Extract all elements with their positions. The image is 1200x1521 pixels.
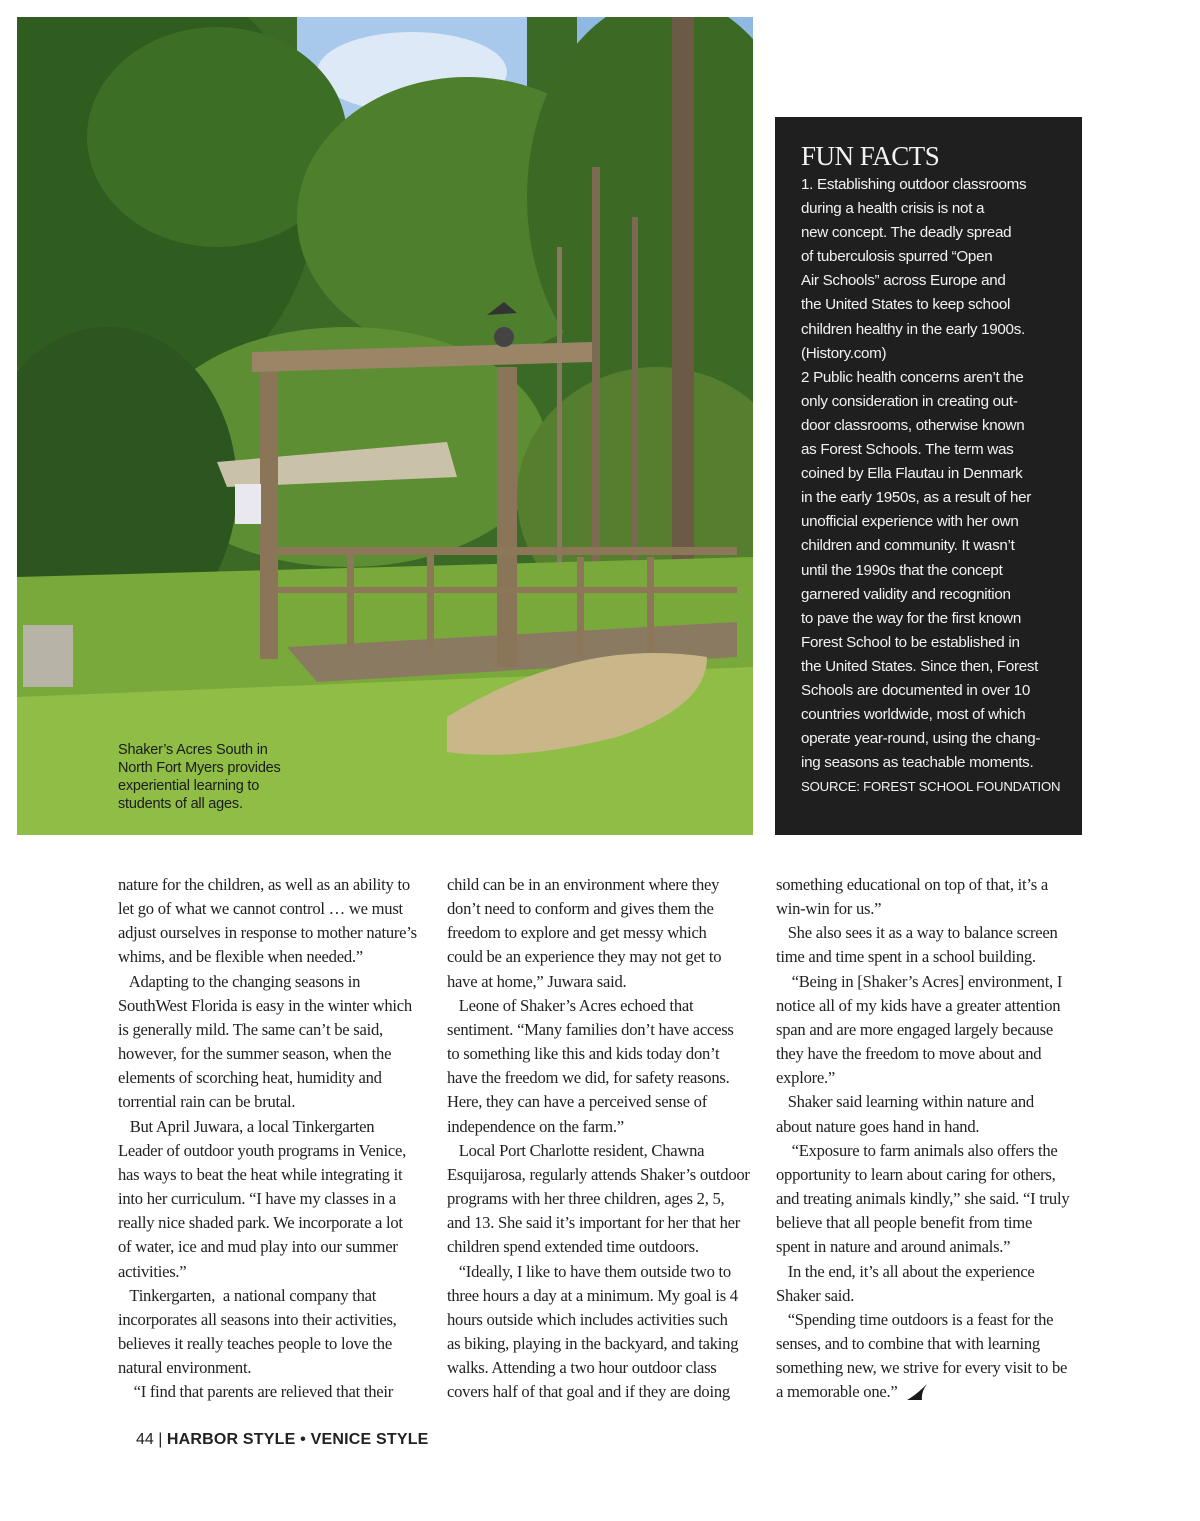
text-line: believe that all people benefit from time <box>776 1213 1033 1233</box>
text-line: Shaker said. <box>776 1285 855 1305</box>
text-line: span and are more engaged largely because <box>776 1019 1053 1039</box>
article-column-1 <box>118 873 434 1404</box>
fun-facts-line: Air Schools” across Europe and <box>801 272 1006 290</box>
shark-fin-icon <box>906 1383 928 1408</box>
text-line: win-win for us.” <box>776 899 882 919</box>
text-line: “Exposure to farm animals also offers the <box>776 1140 1058 1160</box>
text-line: Shaker said learning within nature and <box>776 1092 1034 1112</box>
text-line: Esquijarosa, regularly attends Shaker’s outdoor <box>447 1164 750 1184</box>
fun-facts-line: coined by Ella Flautau in Denmark <box>801 465 1023 483</box>
text-line: have at home,” Juwara said. <box>447 971 627 991</box>
text-line: they have the freedom to move about and <box>776 1044 1042 1064</box>
fun-facts-line: door classrooms, otherwise known <box>801 416 1025 434</box>
text-line: something educational on top of that, it’s a <box>776 875 1048 894</box>
text-line: nature for the children, as well as an ability to <box>118 875 410 894</box>
text-line: opportunity to learn about caring for others, <box>776 1164 1056 1184</box>
fun-facts-line: Schools are documented in over 10 <box>801 681 1031 699</box>
fun-facts-line: during a health crisis is not a <box>801 200 985 218</box>
text-line: whims, and be flexible when needed.” <box>118 947 363 967</box>
text-line: senses, and to combine that with learning <box>776 1333 1040 1353</box>
text-line: walks. Attending a two hour outdoor class <box>447 1358 717 1378</box>
text-line: into her curriculum. “I have my classes in a <box>118 1189 396 1209</box>
fun-facts-line: children and community. It wasn’t <box>801 537 1015 555</box>
text-line: really nice shaded park. We incorporate a lot <box>118 1213 403 1233</box>
text-line: torrential rain can be brutal. <box>118 1092 296 1112</box>
text-line: children spend extended time outdoors. <box>447 1237 699 1257</box>
text-line: Adapting to the changing seasons in <box>118 971 361 991</box>
text-line: notice all of my kids have a greater attention <box>776 995 1061 1015</box>
fun-facts-line: 1. Establishing outdoor classrooms <box>801 176 1027 193</box>
text-line: Local Port Charlotte resident, Chawna <box>447 1140 705 1160</box>
text-line: has ways to beat the heat while integrating it <box>118 1164 403 1184</box>
text-line: In the end, it’s all about the experience <box>776 1261 1035 1281</box>
text-line: to something like this and kids today don’t <box>447 1044 720 1064</box>
text-line: programs with her three children, ages 2, 5, <box>447 1189 725 1209</box>
fun-facts-line: in the early 1950s, as a result of her <box>801 489 1032 507</box>
text-line: three hours a day at a minimum. My goal is 4 <box>447 1285 738 1305</box>
fun-facts-line: as Forest Schools. The term was <box>801 441 1014 459</box>
publication-name: HARBOR STYLE • VENICE STYLE <box>166 1431 429 1448</box>
text-line: Tinkergarten, a national company that <box>118 1285 377 1305</box>
text-line: natural environment. <box>118 1358 252 1378</box>
text-line: about nature goes hand in hand. <box>776 1116 980 1136</box>
text-line: could be an experience they may not get to <box>447 947 722 967</box>
text-line: She also sees it as a way to balance screen <box>776 923 1058 943</box>
text-line: independence on the farm.” <box>447 1116 624 1136</box>
text-line: explore.” <box>776 1068 836 1088</box>
text-line: “Spending time outdoors is a feast for the <box>776 1309 1054 1329</box>
fun-facts-box <box>775 117 1082 835</box>
text-line: as biking, playing in the backyard, and taking <box>447 1333 739 1353</box>
text-line: Here, they can have a perceived sense of <box>447 1092 707 1112</box>
text-line: child can be in an environment where they <box>447 875 720 894</box>
text-line: incorporates all seasons into their activities, <box>118 1309 397 1329</box>
fun-facts-line: of tuberculosis spurred “Open <box>801 248 993 266</box>
text-line: covers half of that goal and if they are doing <box>447 1382 730 1402</box>
text-line: and 13. She said it’s important for her that her <box>447 1213 741 1233</box>
footer-separator: | <box>158 1431 163 1448</box>
text-line: “I find that parents are relieved that their <box>118 1382 394 1402</box>
text-line: Leone of Shaker’s Acres echoed that <box>447 995 694 1015</box>
article-column-2 <box>447 873 763 1404</box>
text-line: however, for the summer season, when the <box>118 1044 392 1064</box>
fun-facts-line: garnered validity and recognition <box>801 585 1011 603</box>
fun-facts-line: to pave the way for the first known <box>801 609 1021 627</box>
text-line: adjust ourselves in response to mother nature’s <box>118 923 417 943</box>
fun-facts-line: new concept. The deadly spread <box>801 224 1012 242</box>
text-line: SouthWest Florida is easy in the winter which <box>118 995 412 1015</box>
text-line: is generally mild. The same can’t be said, <box>118 1019 383 1039</box>
text-line: time and time spent in a school building. <box>776 947 1036 967</box>
text-line: of water, ice and mud play into our summer <box>118 1237 398 1257</box>
text-line: Leader of outdoor youth programs in Venice, <box>118 1140 407 1160</box>
fun-facts-title: FUN FACTS <box>801 141 940 171</box>
fun-facts-line: Forest School to be established in <box>801 633 1020 651</box>
article-photo <box>17 17 753 835</box>
fun-facts-line: ing seasons as teachable moments. <box>801 754 1034 772</box>
photo-illustration <box>17 17 753 835</box>
article-column-3 <box>776 873 1092 1408</box>
text-line: “Ideally, I like to have them outside two to <box>447 1261 731 1281</box>
text-line: spent in nature and around animals.” <box>776 1237 1011 1257</box>
text-line-content: a memorable one.” <box>776 1382 898 1402</box>
photo-caption: Shaker’s Acres South in North Fort Myers provides experiential learning to students of all ages. <box>118 742 281 812</box>
text-line: let go of what we cannot control … we must <box>118 899 403 919</box>
text-line: “Being in [Shaker’s Acres] environment, I <box>776 971 1063 991</box>
text-line: elements of scorching heat, humidity and <box>118 1068 382 1088</box>
fun-facts-line: 2 Public health concerns aren’t the <box>801 368 1024 386</box>
fun-facts-line: only consideration in creating out- <box>801 392 1018 410</box>
text-line: have the freedom we did, for safety reasons. <box>447 1068 730 1088</box>
page-number: 44 <box>136 1431 154 1448</box>
fun-facts-body <box>801 173 1062 775</box>
text-line: believes it really teaches people to love the <box>118 1333 392 1353</box>
text-line: sentiment. “Many families don’t have access <box>447 1019 734 1039</box>
fun-facts-line: (History.com) <box>801 344 887 362</box>
fun-facts-line: children healthy in the early 1900s. <box>801 320 1025 338</box>
fun-facts-line: the United States. Since then, Forest <box>801 657 1039 675</box>
text-line: But April Juwara, a local Tinkergarten <box>118 1116 375 1136</box>
text-line: activities.” <box>118 1261 187 1281</box>
fun-facts-line: the United States to keep school <box>801 296 1011 314</box>
text-line: hours outside which includes activities such <box>447 1309 728 1329</box>
fun-facts-line: unofficial experience with her own <box>801 513 1019 531</box>
text-line: something new, we strive for every visit to be <box>776 1358 1068 1378</box>
text-line: and treating animals kindly,” she said. “I truly <box>776 1189 1070 1209</box>
fun-facts-line: until the 1990s that the concept <box>801 561 1003 579</box>
text-line: don’t need to conform and gives them the <box>447 899 714 919</box>
text-line: freedom to explore and get messy which <box>447 923 707 943</box>
text-line-last <box>776 1380 1092 1408</box>
fun-facts-line: operate year-round, using the chang- <box>801 730 1041 748</box>
fun-facts-source: SOURCE: FOREST SCHOOL FOUNDATION <box>801 779 1061 795</box>
fun-facts-line: countries worldwide, most of which <box>801 706 1026 724</box>
page-footer <box>136 1428 429 1452</box>
